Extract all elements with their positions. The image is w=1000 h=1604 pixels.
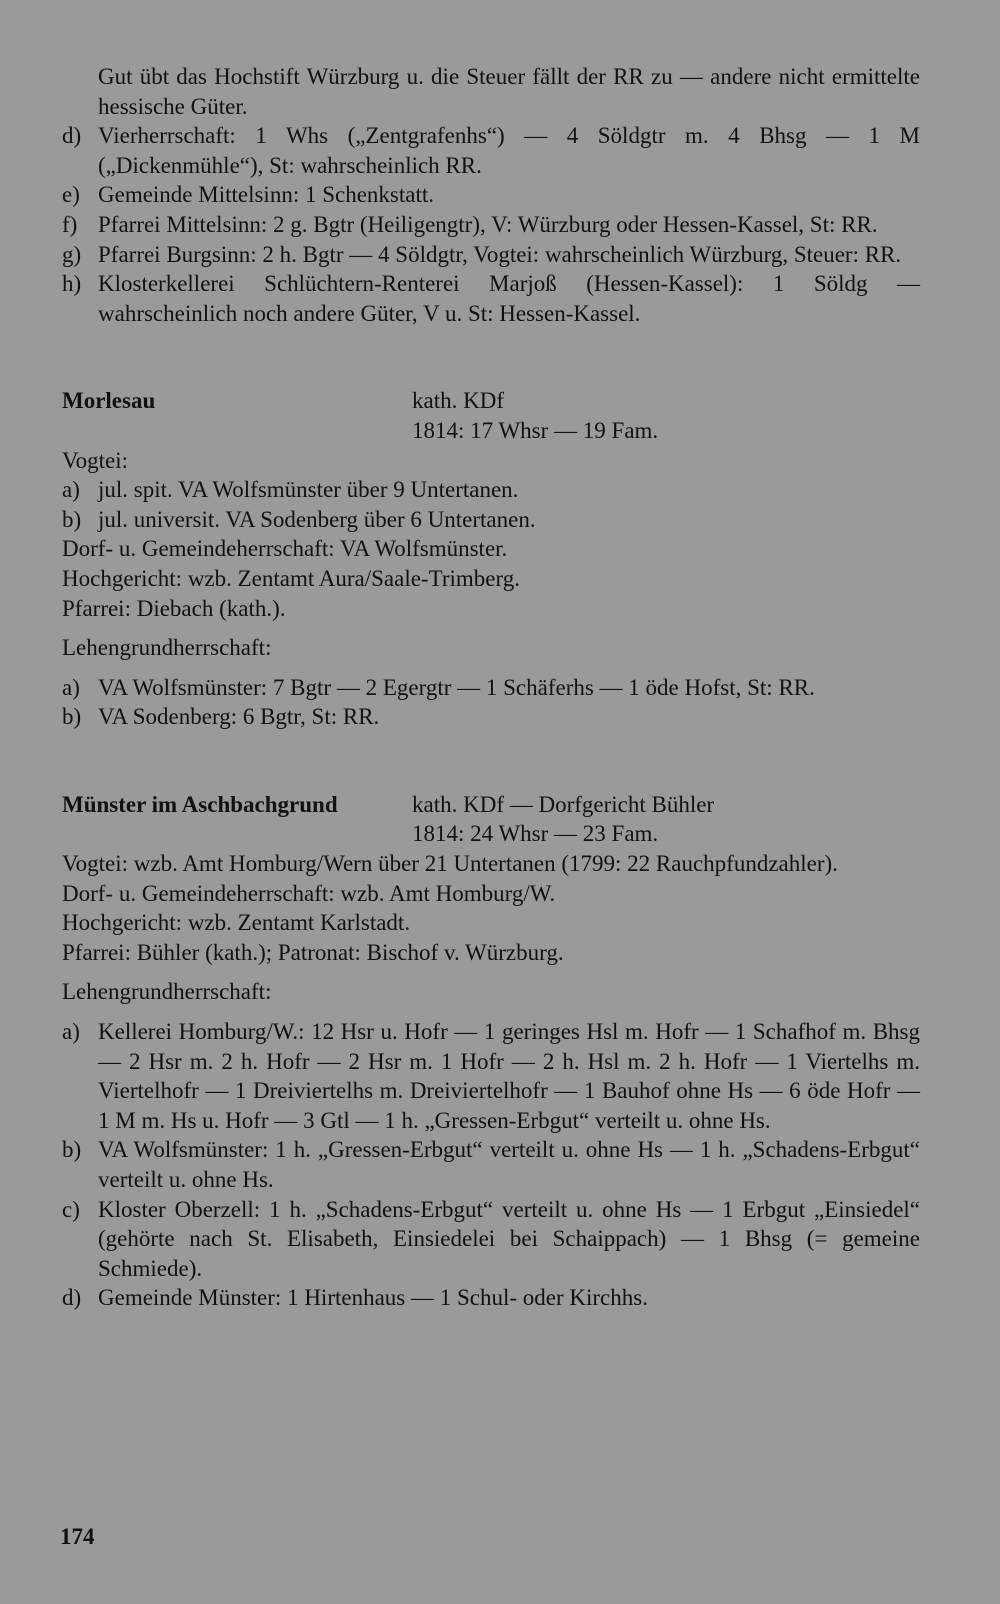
item-marker: b): [62, 506, 82, 532]
text-line: Hochgericht: wzb. Zentamt Aura/Saale-Trimberg.: [62, 565, 520, 591]
lehen-label: Lehengrundherrschaft:: [62, 635, 272, 661]
text-line: Dorf- u. Gemeindeherrschaft: VA Wolfsmünster.: [62, 536, 508, 562]
place-info-line: kath. KDf — Dorfgericht Bühler: [412, 791, 715, 817]
place-info-line: kath. KDf: [412, 388, 504, 414]
list-item: [62, 673, 920, 703]
item-marker: a): [62, 674, 80, 700]
continued-paragraph: Gut übt das Hochstift Würzburg u. die Steuer fällt der RR zu — andere nicht ermittelte hessische Güter.: [98, 64, 920, 119]
list-item: [62, 210, 920, 240]
place-name: Morlesau: [62, 388, 156, 414]
entry-heading-morlesau: [62, 386, 920, 445]
place-info: [412, 386, 920, 445]
item-text: Pfarrei Mittelsinn: 2 g. Bgtr (Heiligengtr), V: Würzburg oder Hessen-Kassel, St: RR.: [98, 211, 878, 237]
list-item: [62, 240, 920, 270]
list-item: [62, 702, 920, 732]
list-item: [62, 1283, 920, 1313]
item-text: Pfarrei Burgsinn: 2 h. Bgtr — 4 Söldgtr, Vogtei: wahrscheinlich Würzburg, Steuer: RR.: [98, 241, 902, 267]
item-text: VA Sodenberg: 6 Bgtr, St: RR.: [98, 704, 380, 730]
vogtei-line: Vogtei: wzb. Amt Homburg/Wern über 21 Untertanen (1799: 22 Rauchpfundzahler).: [62, 851, 838, 877]
item-text: VA Wolfsmünster: 1 h. „Gressen-Erbgut“ verteilt u. ohne Hs — 1 h. „Schadens-Erbgut“ verteilt u. ohne Hs.: [98, 1137, 920, 1192]
list-item: [62, 505, 920, 535]
item-text: Klosterkellerei Schlüchtern-Renterei Marjoß (Hessen-Kassel): 1 Söldg — wahrscheinlich noch andere Güter, V u. St: Hessen-Kassel.: [98, 271, 920, 326]
list-item: [62, 1017, 920, 1135]
item-marker: h): [62, 271, 82, 297]
item-marker: c): [62, 1196, 80, 1222]
item-text: jul. universit. VA Sodenberg über 6 Untertanen.: [98, 506, 536, 532]
page-number: 174: [60, 1524, 95, 1549]
text-line: Dorf- u. Gemeindeherrschaft: wzb. Amt Homburg/W.: [62, 880, 556, 906]
item-text: Vierherrschaft: 1 Whs („Zentgrafenhs“) — 4 Söldgtr m. 4 Bhsg — 1 M („Dickenmühle“), St: wahrscheinlich RR.: [98, 123, 920, 178]
item-marker: e): [62, 182, 80, 208]
text-line: Pfarrei: Bühler (kath.); Patronat: Bischof v. Würzburg.: [62, 939, 564, 965]
place-name: Münster im Aschbachgrund: [62, 791, 338, 817]
text-line: Pfarrei: Diebach (kath.).: [62, 595, 286, 621]
list-item: [62, 1195, 920, 1284]
item-marker: d): [62, 123, 82, 149]
item-marker: f): [62, 211, 78, 237]
list-item: [62, 475, 920, 505]
place-info-line: 1814: 17 Whsr — 19 Fam.: [412, 417, 659, 443]
place-info: [412, 790, 920, 849]
list-item: [62, 269, 920, 328]
lehen-label: Lehengrundherrschaft:: [62, 979, 272, 1005]
item-text: Gemeinde Münster: 1 Hirtenhaus — 1 Schul- oder Kirchhs.: [98, 1285, 648, 1311]
item-text: jul. spit. VA Wolfsmünster über 9 Untertanen.: [98, 477, 519, 503]
item-marker: a): [62, 1019, 80, 1045]
item-text: Gemeinde Mittelsinn: 1 Schenkstatt.: [98, 182, 435, 208]
list-item: [62, 180, 920, 210]
item-marker: a): [62, 477, 80, 503]
item-marker: d): [62, 1285, 82, 1311]
item-text: VA Wolfsmünster: 7 Bgtr — 2 Egergtr — 1 Schäferhs — 1 öde Hofst, St: RR.: [98, 674, 815, 700]
list-item: [62, 1135, 920, 1194]
item-marker: g): [62, 241, 82, 267]
item-marker: b): [62, 1137, 82, 1163]
vogtei-label: Vogtei:: [62, 447, 129, 473]
place-info-line: 1814: 24 Whsr — 23 Fam.: [412, 821, 659, 847]
text-line: Hochgericht: wzb. Zentamt Karlstadt.: [62, 910, 411, 936]
item-marker: b): [62, 704, 82, 730]
page-content: [62, 62, 920, 1313]
item-text: Kloster Oberzell: 1 h. „Schadens-Erbgut“ verteilt u. ohne Hs — 1 Erbgut „Einsiedel“ (gehörte nach St. Elisabeth, Einsiedelei bei Schaippach) — 1 Bhsg (= gemeine Schmiede).: [98, 1196, 920, 1281]
entry-heading-muenster: [62, 790, 920, 849]
item-text: Kellerei Homburg/W.: 12 Hsr u. Hofr — 1 geringes Hsl m. Hofr — 1 Schafhof m. Bhsg — 2 Hsr m. 2 h. Hofr — 2 Hsr m. 1 Hofr — 2 h. Hsl m. 2 h. Hofr — 1 Viertelhs m. Viertelhofr — 1 Dreiviertelhs m. Dreiviertelhofr — 1 Bauhof ohne Hs — 6 öde Hofr — 1 M m. Hs u. Hofr — 3 Gtl — 1 h. „Gressen-Erbgut“ verteilt u. ohne Hs.: [98, 1019, 920, 1133]
list-item: [62, 121, 920, 180]
